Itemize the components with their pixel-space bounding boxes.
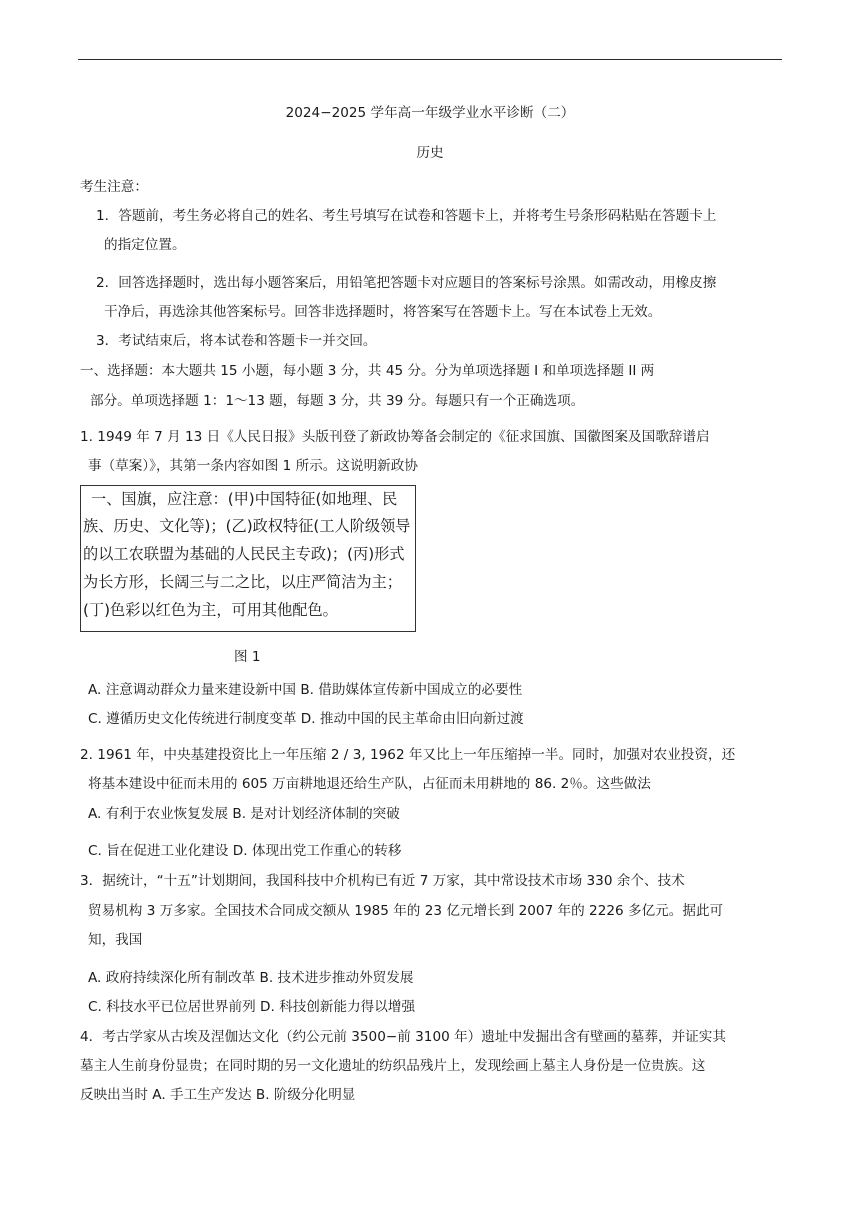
question-4-stem-cont: 反映出当时 A. 手工生产发达 B. 阶级分化明显 <box>80 1087 356 1103</box>
notice-item-3: 3．考试结束后，将本试卷和答题卡一并交回。 <box>96 333 377 349</box>
notice-item-1: 1．答题前，考生务必将自己的姓名、考生号填写在试卷和答题卡上，并将考生号条形码粘贴在答题卡上 <box>96 208 717 224</box>
question-2-stem: 2. 1961 年，中央基建投资比上一年压缩 2 / 3, 1962 年又比上一年压缩掉一半。同时，加强对农业投资，还 <box>80 747 736 763</box>
notice-item-2-cont: 干净后，再选涂其他答案标号。回答非选择题时，将答案写在答题卡上。写在本试卷上无效。 <box>104 304 662 320</box>
question-1-options-cd: C. 遵循历史文化传统进行制度变革 D. 推动中国的民主革命由旧向新过渡 <box>88 711 524 727</box>
question-3-options-cd: C. 科技水平已位居世界前列 D. 科技创新能力得以增强 <box>88 999 416 1015</box>
question-1-options-ab: A. 注意调动群众力量来建设新中国 B. 借助媒体宣传新中国成立的必要性 <box>88 682 523 698</box>
question-4-stem-cont: 墓主人生前身份显贵；在同时期的另一文化遗址的纺织品残片上，发现绘画上墓主人身份是一位贵族。这 <box>80 1058 706 1074</box>
figure-1-line: (丁)色彩以红色为主，可用其他配色。 <box>83 601 338 619</box>
question-2-options-cd: C. 旨在促进工业化建设 D. 体现出党工作重心的转移 <box>88 843 402 859</box>
question-3-options-ab: A. 政府持续深化所有制改革 B. 技术进步推动外贸发展 <box>88 970 414 986</box>
question-1-stem: 1. 1949 年 7 月 13 日《人民日报》头版刊登了新政协筹备会制定的《征求国旗、国徽图案及国歌辞谱启 <box>80 429 710 445</box>
question-1-stem-cont: 事（草案）》，其第一条内容如图 1 所示。这说明新政协 <box>88 458 418 474</box>
top-rule <box>78 59 782 60</box>
figure-1-caption: 图 1 <box>234 649 261 665</box>
question-2-stem-cont: 将基本建设中征而未用的 605 万亩耕地退还给生产队，占征而未用耕地的 86. 2％。这些做法 <box>88 776 651 792</box>
subject-title: 历史 <box>416 145 444 161</box>
section-heading: 一、选择题：本大题共 15 小题，每小题 3 分，共 45 分。分为单项选择题 I 和单项选择题 II 两 <box>80 363 655 379</box>
notice-item-1-cont: 的指定位置。 <box>104 237 186 253</box>
question-3-stem-cont: 知，我国 <box>88 932 143 948</box>
notice-item-2: 2．回答选择题时，选出每小题答案后，用铅笔把答题卡对应题目的答案标号涂黑。如需改动，用橡皮擦 <box>96 275 717 291</box>
figure-1-line: 一、国旗，应注意：(甲)中国特征(如地理、民 <box>91 490 398 508</box>
section-heading-cont: 部分。单项选择题 1：1～13 题，每题 3 分，共 39 分。每题只有一个正确选项。 <box>90 393 585 409</box>
figure-1-line: 为长方形，长阔三与二之比，以庄严简洁为主； <box>83 573 402 591</box>
question-4-stem: 4．考古学家从古埃及涅伽达文化（约公元前 3500−前 3100 年）遗址中发掘出含有壁画的墓葬，并证实其 <box>80 1029 726 1045</box>
figure-1-line: 族、历史、文化等)；(乙)政权特征(工人阶级领导 <box>83 517 411 535</box>
question-3-stem: 3．据统计，“十五”计划期间，我国科技中介机构已有近 7 万家，其中常设技术市场 330 余个、技术 <box>80 873 685 889</box>
exam-title: 2024−2025 学年高一年级学业水平诊断（二） <box>285 105 575 121</box>
figure-1-box <box>80 485 416 632</box>
question-3-stem-cont: 贸易机构 3 万多家。全国技术合同成交额从 1985 年的 23 亿元增长到 2007 年的 2226 多亿元。据此可 <box>88 903 724 919</box>
notice-heading: 考生注意： <box>80 179 148 195</box>
question-2-options-ab: A. 有利于农业恢复发展 B. 是对计划经济体制的突破 <box>88 806 400 822</box>
figure-1-line: 的以工农联盟为基础的人民民主专政)；(丙)形式 <box>83 545 405 563</box>
